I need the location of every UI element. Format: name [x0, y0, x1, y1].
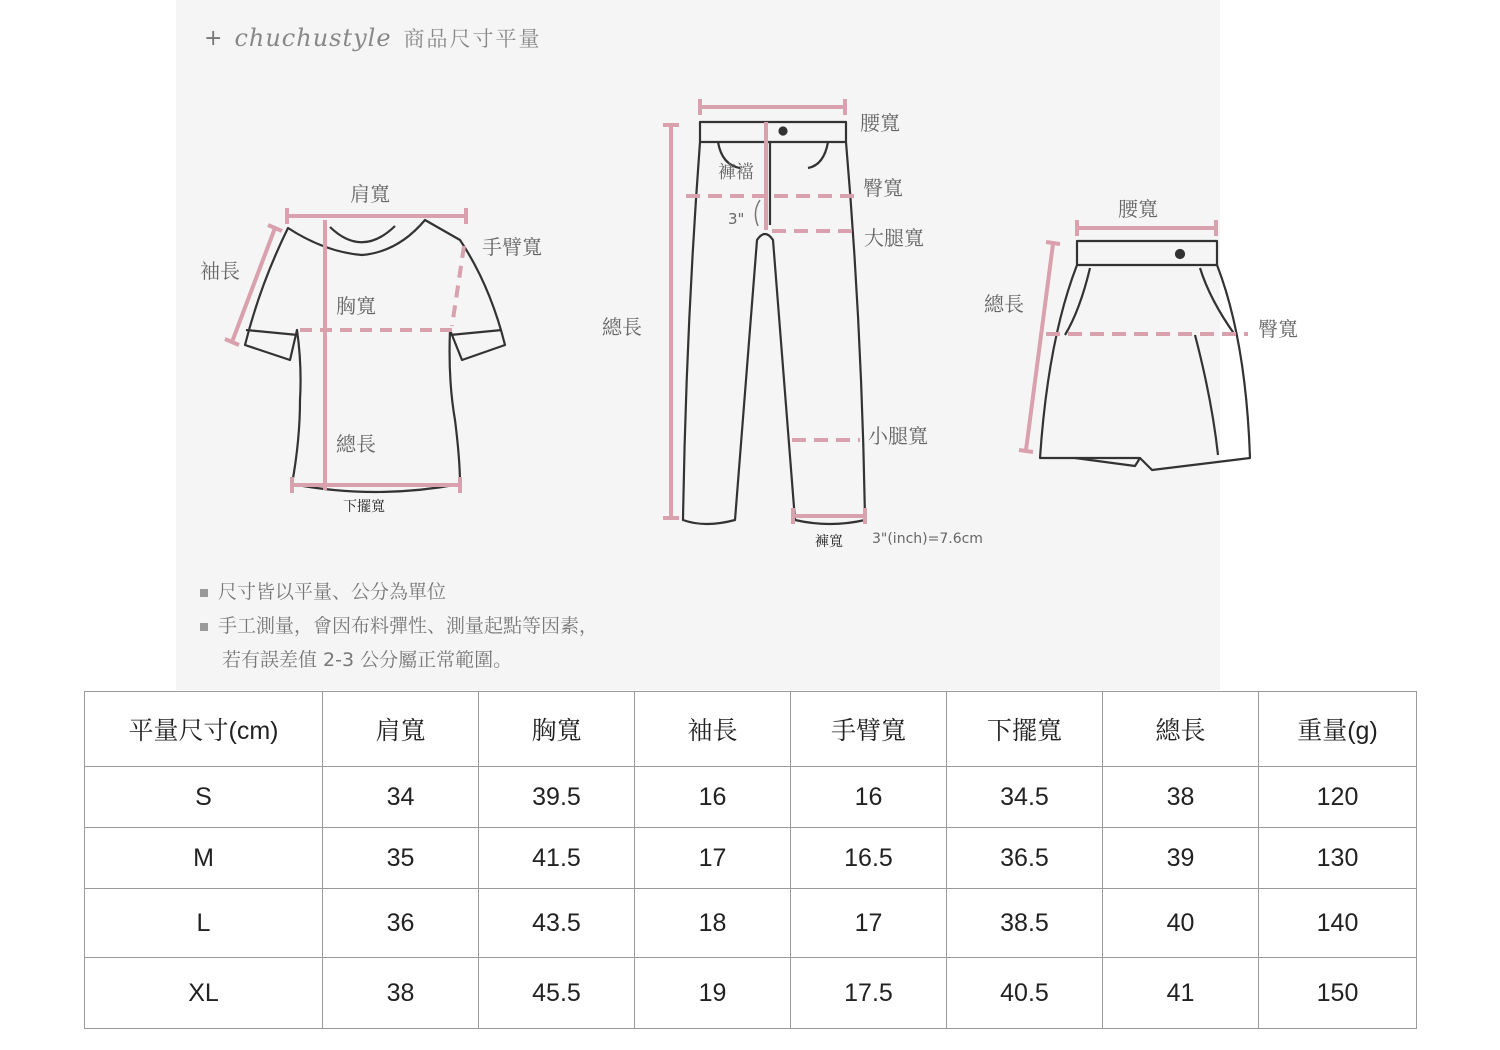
- size-table: [84, 691, 1417, 1029]
- table-cell: 40.5: [947, 958, 1103, 1029]
- table-cell: 17: [791, 889, 947, 958]
- rise-arrow-icon: [755, 200, 760, 226]
- table-row: [85, 828, 1417, 889]
- header-hem: 下擺寬: [947, 692, 1103, 767]
- table-cell: 16.5: [791, 828, 947, 889]
- table-cell: 38: [1103, 767, 1259, 828]
- table-row: [85, 767, 1417, 828]
- tshirt-arm-width-label: 手臂寬: [482, 235, 542, 259]
- bullet-icon: [200, 623, 208, 631]
- pants-hip-label: 臀寬: [863, 176, 903, 200]
- skirt-illustration: [1040, 241, 1250, 470]
- pants-rise-mark: 3": [728, 210, 745, 228]
- table-cell: 34.5: [947, 767, 1103, 828]
- pants-rise-label: 褲襠: [718, 162, 754, 183]
- table-cell: 40: [1103, 889, 1259, 958]
- table-cell: S: [85, 767, 323, 828]
- brand-logo: chuchustyle: [234, 24, 392, 52]
- table-cell: 38: [323, 958, 479, 1029]
- inch-conversion-note: 3"(inch)=7.6cm: [872, 531, 983, 547]
- table-cell: 16: [635, 767, 791, 828]
- pants-measure-lines: [663, 99, 865, 524]
- table-cell: 34: [323, 767, 479, 828]
- table-row: [85, 889, 1417, 958]
- tshirt-sleeve-length-label: 袖長: [200, 259, 240, 283]
- table-cell: 36: [323, 889, 479, 958]
- table-cell: L: [85, 889, 323, 958]
- table-cell: 19: [635, 958, 791, 1029]
- skirt-hip-label: 臀寬: [1258, 317, 1298, 341]
- table-cell: 38.5: [947, 889, 1103, 958]
- table-row: [85, 958, 1417, 1029]
- table-cell: 150: [1259, 958, 1417, 1029]
- header-weight: 重量(g): [1259, 692, 1417, 767]
- skirt-length-label: 總長: [984, 292, 1024, 316]
- pants-leg-opening-label: 褲寬: [815, 534, 843, 550]
- header-length: 總長: [1103, 692, 1259, 767]
- table-cell: 130: [1259, 828, 1417, 889]
- table-cell: 16: [791, 767, 947, 828]
- table-cell: 39: [1103, 828, 1259, 889]
- table-cell: 41.5: [479, 828, 635, 889]
- note-line-3: 若有誤差值 2-3 公分屬正常範圍。: [222, 649, 513, 671]
- table-header-row: [85, 692, 1417, 767]
- tshirt-chest-label: 胸寬: [336, 294, 376, 318]
- header-shoulder: 肩寬: [323, 692, 479, 767]
- table-cell: 120: [1259, 767, 1417, 828]
- skirt-waist-label: 腰寬: [1118, 197, 1158, 221]
- pants-waist-label: 腰寬: [860, 111, 900, 135]
- pants-calf-label: 小腿寬: [868, 424, 928, 448]
- table-cell: 43.5: [479, 889, 635, 958]
- table-cell: 18: [635, 889, 791, 958]
- bullet-icon: [200, 589, 208, 597]
- measurement-notes: [200, 575, 598, 677]
- header-chest: 胸寬: [479, 692, 635, 767]
- table-cell: 17.5: [791, 958, 947, 1029]
- table-cell: 39.5: [479, 767, 635, 828]
- tshirt-shoulder-label: 肩寬: [350, 182, 390, 206]
- table-cell: XL: [85, 958, 323, 1029]
- pants-thigh-label: 大腿寬: [864, 226, 924, 250]
- table-cell: 140: [1259, 889, 1417, 958]
- plus-icon: +: [204, 25, 223, 51]
- pants-length-label: 總長: [602, 315, 642, 339]
- table-cell: 35: [323, 828, 479, 889]
- tshirt-hem-label: 下擺寬: [343, 499, 385, 515]
- table-cell: 45.5: [479, 958, 635, 1029]
- header-size: 平量尺寸(cm): [85, 692, 323, 767]
- note-line-1: 尺寸皆以平量、公分為單位: [200, 575, 598, 609]
- tshirt-length-label: 總長: [336, 432, 376, 456]
- pants-illustration: [683, 122, 865, 524]
- header-sleeve-length: 袖長: [635, 692, 791, 767]
- table-cell: 36.5: [947, 828, 1103, 889]
- header-arm-width: 手臂寬: [791, 692, 947, 767]
- table-cell: 17: [635, 828, 791, 889]
- guide-title: 商品尺寸平量: [403, 27, 542, 51]
- note-line-2: 手工測量，會因布料彈性、測量起點等因素，: [200, 609, 598, 643]
- table-cell: 41: [1103, 958, 1259, 1029]
- table-cell: M: [85, 828, 323, 889]
